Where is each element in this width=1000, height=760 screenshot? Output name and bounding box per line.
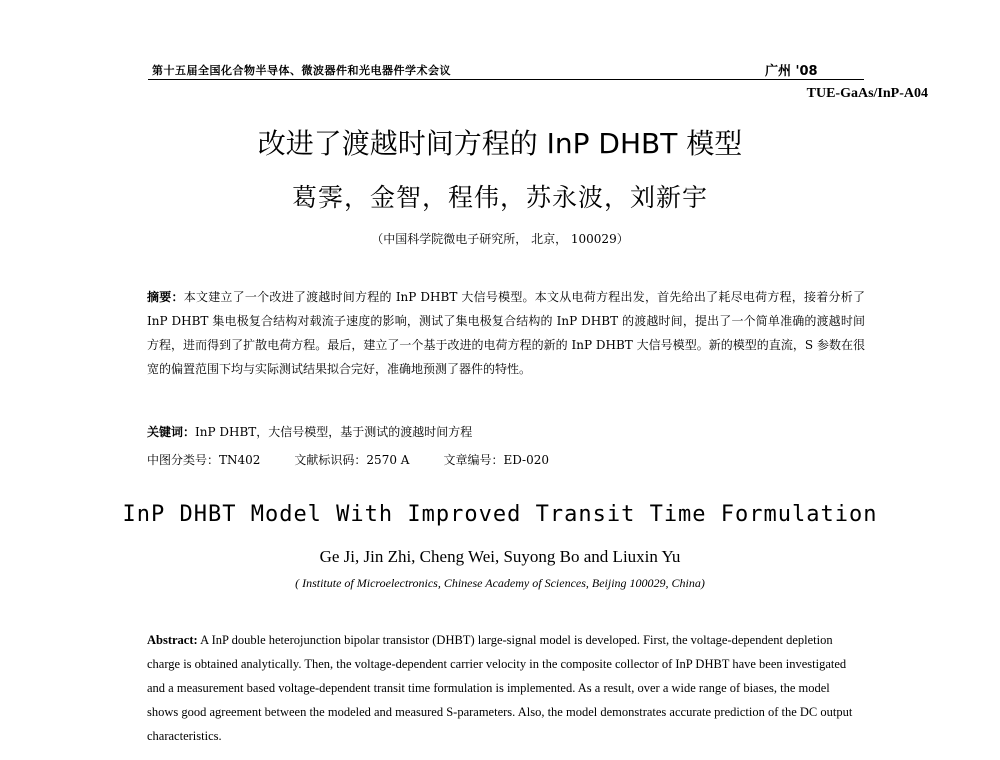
header-rule	[148, 79, 864, 80]
paper-code: TUE-GaAs/InP-A04	[806, 86, 928, 101]
chinese-abstract-label: 摘要：	[147, 290, 184, 304]
clc-number: 中图分类号：TN402	[147, 453, 261, 467]
english-affiliation: ( Institute of Microelectronics, Chinese Academy of Sciences, Beijing 100029, China)	[295, 576, 705, 590]
conference-header: 第十五届全国化合物半导体、微波器件和光电器件学术会议	[152, 64, 451, 77]
keywords-label: 关键词：	[147, 425, 196, 439]
keywords-text: InP DHBT，大信号模型，基于测试的渡越时间方程	[195, 425, 473, 439]
english-title: InP DHBT Model With Improved Transit Time Formulation	[122, 502, 878, 527]
english-abstract-label: Abstract:	[147, 633, 198, 647]
classification-row	[147, 451, 549, 468]
chinese-authors: 葛霁，金智，程伟，苏永波，刘新宇	[291, 183, 708, 212]
chinese-abstract	[147, 285, 865, 381]
english-abstract	[147, 628, 863, 748]
article-number: 文章编号：ED-020	[443, 453, 550, 467]
document-code: 文献标识码：2570 A	[294, 453, 410, 467]
english-abstract-text: A InP double heterojunction bipolar transistor (DHBT) large-signal model is developed. First, the voltage-dependent depletion charge is obtained analytically. Then, the voltage-dependent carrier velocity in the composite collector of InP DHBT have been investigated and a measurement based voltage-dependent transit time formulation is implemented. As a result, over a wide range of biases, the model shows good agreement between the modeled and measured S-parameters. Also, the model demonstrates accurate prediction of the DC output characteristics.	[147, 633, 853, 743]
chinese-abstract-text: 本文建立了一个改进了渡越时间方程的 InP DHBT 大信号模型。本文从电荷方程出发，首先给出了耗尽电荷方程，接着分析了 InP DHBT 集电极复合结构对载流子速度的影响，测试了集电极复合结构的 InP DHBT 的渡越时间，提出了一个简单准确的渡越时间方程，进而得到了扩散电荷方程。最后，建立了一个基于改进的电荷方程的新的 InP DHBT 大信号模型。新的模型的直流，S 参数在很宽的偏置范围下均与实际测试结果拟合完好，准确地预测了器件的特性。	[147, 290, 865, 376]
chinese-title: 改进了渡越时间方程的 InP DHBT 模型	[257, 127, 743, 160]
chinese-affiliation: （中国科学院微电子研究所， 北京， 100029）	[371, 232, 629, 246]
keywords	[147, 423, 472, 440]
english-authors: Ge Ji, Jin Zhi, Cheng Wei, Suyong Bo and Liuxin Yu	[319, 547, 681, 566]
location-year: 广州 '08	[765, 64, 818, 79]
